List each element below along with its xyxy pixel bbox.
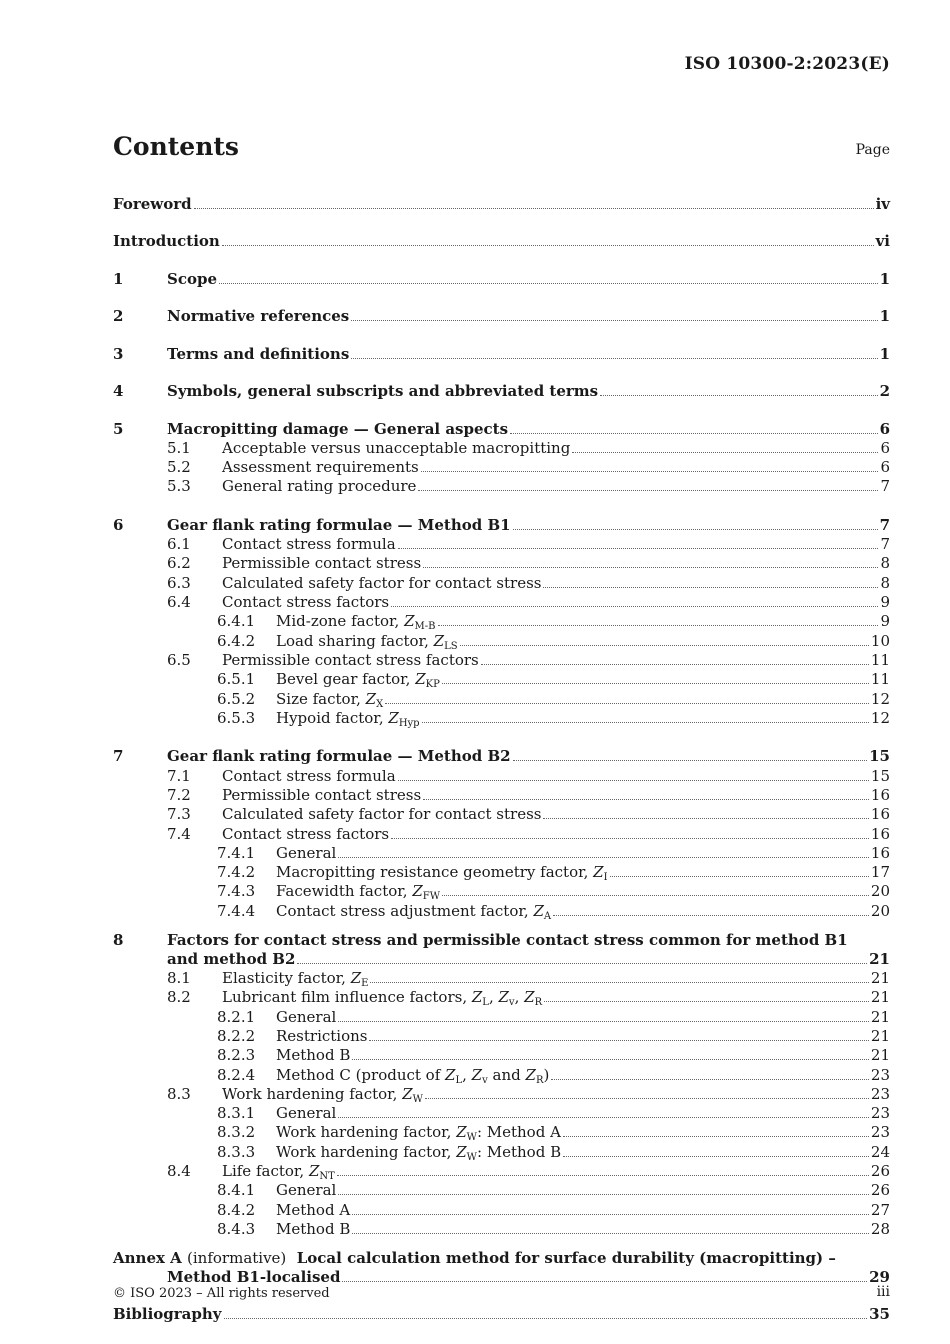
toc-entry-page: 26 [870, 1162, 890, 1180]
toc-entry-page: 16 [870, 785, 890, 804]
toc-entry-title: Gear flank rating formulae — Method B2 [167, 747, 511, 766]
toc-entry-page: 21 [870, 988, 890, 1007]
toc-entry-page: 21 [870, 1046, 890, 1065]
symbol: Z [365, 689, 377, 708]
toc-entry[interactable] [113, 987, 890, 1009]
toc-entry-number: 8.3.3 [217, 1142, 256, 1161]
dot-leader [551, 1079, 869, 1080]
annex-type: (informative) [187, 1248, 287, 1267]
symbol: Z [445, 1065, 456, 1084]
toc-entry-page: 21 [869, 949, 890, 968]
toc-entry-page: 20 [870, 882, 890, 901]
toc-entry-number: 8.2.1 [217, 1007, 256, 1026]
toc-entry-number: 8.2 [167, 988, 191, 1007]
toc-entry-page: 6 [880, 438, 890, 457]
symbol-subscript: KP [425, 679, 440, 691]
toc-entry[interactable] [113, 650, 890, 669]
toc-entry-page: 1 [879, 307, 890, 325]
toc-entry-number: 8.3 [167, 1084, 191, 1103]
toc-entry-page: 12 [870, 689, 890, 708]
toc-entry-page: 6 [880, 458, 890, 477]
toc-entry-page: 23 [870, 1084, 890, 1103]
toc-entry[interactable] [113, 881, 890, 903]
toc-entry[interactable] [113, 1180, 890, 1199]
toc-entry[interactable] [113, 862, 890, 884]
toc-entry[interactable] [113, 968, 890, 990]
dot-leader [423, 567, 878, 568]
symbol: Z [433, 631, 445, 650]
toc-entry-number: 6.2 [167, 554, 191, 573]
toc-entry-title: Foreword [113, 194, 192, 213]
toc-entry-page: 35 [869, 1305, 890, 1324]
toc-entry-page: 21 [870, 1026, 890, 1045]
toc-entry-title: Contact stress formula [222, 535, 396, 554]
toc-entry-page: 10 [870, 631, 890, 650]
toc-entry-title: Terms and definitions [167, 344, 350, 363]
toc-entry-page: 29 [869, 1267, 890, 1286]
dot-leader [563, 1156, 869, 1157]
toc-entry-page: iv [875, 194, 890, 213]
dot-leader [543, 587, 878, 588]
symbol-subscript: v [482, 1074, 488, 1086]
symbol-subscript: R [534, 997, 543, 1009]
dot-leader [194, 208, 874, 209]
toc-entry-number: 8.4.3 [217, 1219, 256, 1238]
toc-entry[interactable] [113, 949, 890, 968]
toc-entry-title: General rating procedure [222, 477, 417, 496]
toc-entry-title: Calculated safety factor for contact stress [222, 573, 542, 592]
dot-leader [418, 490, 878, 491]
dot-leader [222, 245, 874, 246]
toc-entry-page: 1 [879, 344, 890, 363]
dot-leader [370, 982, 868, 983]
toc-entry-title: Permissible contact stress [222, 785, 422, 804]
toc-entry-page: 15 [870, 766, 890, 785]
dot-leader [351, 320, 877, 321]
toc-entry-page: 26 [870, 1181, 890, 1200]
toc-entry[interactable] [113, 297, 890, 326]
dot-leader [219, 283, 878, 284]
toc-entry-page: 23 [870, 1104, 890, 1123]
toc-entry-title: Work hardening factor, $Z_W$ [222, 1084, 423, 1105]
toc-entry-page: 12 [870, 708, 890, 727]
toc-entry[interactable] [113, 372, 890, 401]
toc-entry-number: 8.2.4 [217, 1065, 256, 1084]
toc-entry-title: Macropitting resistance geometry factor, $Z_I$ [276, 863, 608, 884]
toc-entry[interactable] [113, 688, 890, 710]
toc-entry[interactable] [113, 1084, 890, 1103]
toc-entry-title [113, 1249, 836, 1267]
toc-entry-number: 7.4.1 [217, 843, 256, 862]
symbol-subscript: A [543, 910, 552, 922]
toc-entry-page: 8 [880, 573, 890, 592]
toc-entry-title: General [276, 1104, 337, 1123]
toc-entry-page: 7 [879, 515, 890, 534]
toc-entry-number: 8.4.2 [217, 1200, 256, 1219]
symbol-subscript: W [466, 1151, 477, 1163]
toc-entry-page: 7 [880, 477, 890, 496]
toc-entry[interactable] [113, 708, 890, 727]
dot-leader [553, 915, 869, 916]
symbol: Z [593, 863, 604, 882]
toc-entry-number: 6.3 [167, 573, 191, 592]
toc-entry[interactable] [113, 1267, 890, 1286]
dot-leader [572, 452, 878, 453]
page-number: iii [876, 1284, 890, 1300]
toc-entry-number: 6.4 [167, 593, 191, 612]
annex-title-line: Local calculation method for surface durability (macropitting) – [286, 1248, 836, 1267]
toc-entry[interactable] [113, 843, 890, 862]
page-title: Contents [113, 132, 240, 161]
symbol-subscript: v [508, 997, 515, 1009]
dot-leader [442, 683, 869, 684]
toc-entry-number: 7.4.4 [217, 901, 256, 920]
dot-leader [391, 838, 869, 839]
toc-entry-title: Facewidth factor, $Z_{FW}$ [276, 882, 440, 903]
toc-entry[interactable] [113, 1064, 890, 1086]
document-id: ISO 10300-2:2023(E) [684, 54, 890, 74]
symbol: Z [388, 708, 399, 727]
dot-leader [338, 1117, 869, 1118]
toc-entry-title: Calculated safety factor for contact stress [222, 805, 542, 824]
symbol: Z [404, 612, 415, 631]
dot-leader [338, 1021, 869, 1022]
dot-leader [352, 1059, 869, 1060]
toc-entry-title: Lubricant film influence factors, $Z_L$, $Z_v$, $Z_R$ [222, 988, 543, 1009]
toc-entry[interactable] [113, 534, 890, 553]
toc-entry[interactable] [113, 438, 890, 457]
dot-leader [385, 703, 869, 704]
symbol-subscript: FW [422, 891, 440, 903]
toc-entry[interactable] [113, 1103, 890, 1122]
dot-leader [297, 963, 867, 964]
toc-entry-page: 9 [880, 612, 890, 631]
symbol: Z [471, 1065, 483, 1084]
toc-entry-number: 7.4.2 [217, 863, 256, 882]
symbol-subscript: NT [319, 1171, 335, 1182]
toc-entry-title: Introduction [113, 232, 220, 250]
table-of-contents [113, 184, 890, 1323]
toc-entry-number: 5.2 [167, 458, 191, 477]
toc-entry-title: Load sharing factor, $Z_{LS}$ [276, 631, 458, 652]
dot-leader [563, 1136, 869, 1137]
toc-entry[interactable] [113, 611, 890, 633]
toc-entry[interactable] [113, 184, 890, 213]
toc-entry-number: 7.3 [167, 805, 191, 824]
dot-leader [481, 664, 869, 665]
dot-leader [425, 1098, 869, 1099]
toc-entry-page: 6 [879, 419, 890, 438]
symbol: Z [402, 1084, 413, 1103]
toc-entry-page: 28 [870, 1219, 890, 1238]
symbol-subscript: R [535, 1074, 544, 1086]
toc-entry-title: Elasticity factor, $Z_E$ [222, 969, 369, 990]
symbol: Z [498, 988, 509, 1007]
toc-entry-number: 6.5.3 [217, 708, 256, 727]
toc-entry-page: 21 [870, 1007, 890, 1026]
toc-entry-title: Method B1-localised [167, 1267, 341, 1286]
toc-entry[interactable] [113, 1006, 890, 1025]
symbol-subscript: E [361, 978, 369, 990]
dot-leader [338, 1194, 869, 1195]
symbol-subscript: L [482, 997, 489, 1009]
toc-entry[interactable] [113, 785, 890, 804]
dot-leader [442, 895, 869, 896]
symbol: Z [350, 969, 362, 988]
toc-entry-page: 17 [870, 863, 890, 882]
symbol-subscript: W [412, 1093, 423, 1105]
toc-entry[interactable] [113, 476, 890, 495]
toc-entry[interactable] [113, 259, 890, 288]
toc-entry-title: Contact stress factors [222, 824, 390, 843]
toc-entry-page: 23 [870, 1123, 890, 1142]
dot-leader [423, 799, 869, 800]
toc-entry-page: 9 [880, 593, 890, 612]
toc-entry-title: Permissible contact stress factors [222, 650, 479, 669]
toc-entry[interactable] [113, 804, 890, 823]
dot-leader [398, 548, 879, 549]
toc-entry-title: Size factor, $Z_X$ [276, 689, 384, 710]
toc-entry[interactable] [113, 505, 890, 534]
toc-entry-title: Restrictions [276, 1026, 368, 1045]
toc-entry-number: 8 [113, 930, 124, 949]
toc-entry-title: Method B [276, 1046, 351, 1065]
dot-leader [513, 529, 878, 530]
toc-entry-title: Contact stress adjustment factor, $Z_A$ [276, 901, 552, 922]
symbol: Z [415, 670, 426, 689]
dot-leader [342, 1281, 867, 1282]
toc-entry-page: 24 [870, 1142, 890, 1161]
symbol: Z [456, 1142, 467, 1161]
toc-entry-number: 8.1 [167, 969, 191, 988]
dot-leader [610, 876, 869, 877]
toc-entry-title: Work hardening factor, $Z_W$: Method B [276, 1142, 562, 1163]
toc-entry-title: General [276, 843, 337, 862]
symbol: Z [471, 988, 483, 1007]
toc-entry-page: vi [875, 232, 890, 250]
toc-entry-number: 4 [113, 382, 124, 400]
toc-entry-title: Symbols, general subscripts and abbreviated terms [167, 382, 599, 400]
toc-entry-title: Gear flank rating formulae — Method B1 [167, 515, 511, 534]
toc-entry-number: 8.4.1 [217, 1181, 256, 1200]
toc-entry-title: Macropitting damage — General aspects [167, 419, 509, 438]
toc-entry[interactable] [113, 572, 890, 591]
toc-entry[interactable] [113, 900, 890, 922]
toc-entry[interactable] [113, 737, 890, 766]
toc-entry-number: 8.3.1 [217, 1104, 256, 1123]
toc-entry-title: General [276, 1007, 337, 1026]
toc-entry-title: Life factor, $Z_{NT}$ [222, 1162, 335, 1182]
dot-leader [510, 433, 878, 434]
toc-entry[interactable] [113, 457, 890, 476]
dot-leader [600, 395, 877, 396]
toc-entry-page: 21 [870, 969, 890, 988]
toc-entry-title: Work hardening factor, $Z_W$: Method A [276, 1123, 561, 1144]
toc-entry-title: Contact stress factors [222, 593, 390, 612]
toc-entry-title: Permissible contact stress [222, 554, 422, 573]
dot-leader [391, 606, 878, 607]
toc-entry[interactable] [113, 1045, 890, 1064]
toc-entry-title: Method C (product of $Z_L$, $Z_v$ and $Z_R$) [276, 1065, 550, 1086]
toc-entry[interactable] [113, 334, 890, 363]
dot-leader [352, 1214, 869, 1215]
toc-entry-title: Acceptable versus unacceptable macropitting [222, 438, 571, 457]
symbol: Z [525, 1065, 536, 1084]
toc-entry-page: 27 [870, 1200, 890, 1219]
dot-leader [224, 1318, 868, 1319]
toc-entry-number: 7.4.3 [217, 882, 256, 901]
dot-leader [513, 760, 868, 761]
toc-entry-number: 8.2.3 [217, 1046, 256, 1065]
toc-entry-number: 7.4 [167, 824, 191, 843]
toc-entry-number: 8.3.2 [217, 1123, 256, 1142]
toc-entry-page: 11 [870, 650, 890, 669]
symbol-subscript: Hyp [398, 717, 420, 729]
toc-entry-page: 8 [880, 554, 890, 573]
toc-entry-page: 2 [879, 382, 890, 400]
toc-entry-title: Method A [276, 1200, 351, 1219]
dot-leader [369, 1040, 868, 1041]
toc-entry[interactable] [113, 1199, 890, 1218]
toc-entry-title: General [276, 1181, 337, 1200]
dot-leader [543, 818, 868, 819]
toc-entry-page: 1 [879, 269, 890, 288]
toc-entry-number: 7.2 [167, 785, 191, 804]
toc-entry[interactable] [113, 1161, 890, 1180]
symbol-subscript: I [603, 872, 608, 884]
symbol-subscript: LS [444, 640, 458, 652]
symbol-subscript: X [376, 698, 384, 710]
toc-entry-title: and method B2 [167, 949, 296, 968]
toc-entry-page: 11 [870, 670, 890, 689]
dot-leader [338, 857, 869, 858]
dot-leader [352, 1233, 869, 1234]
symbol-subscript: W [466, 1132, 477, 1144]
toc-entry-page: 20 [870, 901, 890, 920]
toc-entry[interactable] [113, 1122, 890, 1144]
toc-entry-number: 7.1 [167, 766, 191, 785]
toc-entry[interactable] [113, 592, 890, 611]
toc-entry-title: Normative references [167, 307, 350, 325]
symbol: Z [308, 1162, 320, 1180]
symbol-subscript: M-B [414, 621, 436, 633]
toc-entry-number: 7 [113, 747, 124, 766]
toc-entry-number: 5 [113, 419, 124, 438]
toc-entry-title: Method B [276, 1219, 351, 1238]
dot-leader [422, 722, 869, 723]
toc-entry[interactable] [113, 669, 890, 691]
toc-entry-page: 16 [870, 824, 890, 843]
symbol: Z [456, 1123, 467, 1142]
toc-entry-title: Factors for contact stress and permissible contact stress common for method B1 [167, 930, 848, 949]
toc-entry[interactable] [113, 630, 890, 652]
toc-entry[interactable] [113, 222, 890, 251]
toc-entry[interactable] [113, 553, 890, 572]
toc-entry-title: Hypoid factor, $Z_{Hyp}$ [276, 708, 420, 729]
toc-entry-page: 16 [870, 805, 890, 824]
toc-entry-number: 6.1 [167, 535, 191, 554]
symbol-subscript: L [455, 1074, 463, 1086]
toc-entry-title: Contact stress formula [222, 766, 396, 785]
copyright-footer: © ISO 2023 – All rights reserved [113, 1286, 330, 1301]
toc-entry-number: 6.5 [167, 650, 191, 669]
toc-entry-page: 7 [880, 535, 890, 554]
toc-entry-title: Bevel gear factor, $Z_{KP}$ [276, 670, 440, 691]
toc-entry-heading-line[interactable] [113, 930, 890, 949]
toc-entry-page: 23 [870, 1065, 890, 1084]
toc-entry[interactable] [113, 1219, 890, 1238]
symbol: Z [533, 901, 544, 920]
toc-entry-page: 16 [870, 843, 890, 862]
toc-entry-number: 6.5.2 [217, 689, 256, 708]
annex-label: Annex A [113, 1248, 188, 1267]
toc-entry-title: Scope [167, 269, 218, 288]
page-column-label: Page [855, 142, 890, 158]
toc-entry-number: 6 [113, 515, 124, 534]
toc-entry-number: 1 [113, 269, 124, 288]
toc-entry-number: 3 [113, 344, 124, 363]
symbol: Z [524, 988, 535, 1007]
toc-entry-number: 6.4.2 [217, 631, 256, 650]
toc-entry[interactable] [113, 1026, 890, 1045]
dot-leader [544, 1001, 869, 1002]
toc-entry-title: Bibliography [113, 1305, 222, 1324]
symbol: Z [412, 882, 423, 901]
toc-entry-number: 8.4 [167, 1162, 191, 1180]
toc-entry-title: Assessment requirements [222, 458, 419, 477]
toc-entry-number: 2 [113, 307, 124, 325]
dot-leader [421, 471, 879, 472]
dot-leader [438, 625, 879, 626]
toc-entry-heading-line[interactable] [113, 1248, 890, 1267]
toc-entry-title: Mid-zone factor, $Z_{M-B}$ [276, 612, 436, 633]
toc-entry[interactable] [113, 765, 890, 784]
toc-entry[interactable] [113, 823, 890, 842]
toc-entry-number: 5.3 [167, 477, 191, 496]
toc-entry-number: 6.5.1 [217, 670, 256, 689]
toc-entry-number: 6.4.1 [217, 612, 256, 631]
toc-entry[interactable] [113, 1141, 890, 1163]
dot-leader [398, 780, 869, 781]
toc-entry-number: 8.2.2 [217, 1026, 256, 1045]
toc-entry-number: 5.1 [167, 438, 191, 457]
toc-entry[interactable] [113, 409, 890, 438]
dot-leader [351, 358, 877, 359]
toc-entry-page: 15 [869, 747, 890, 766]
dot-leader [460, 645, 869, 646]
dot-leader [337, 1175, 869, 1176]
